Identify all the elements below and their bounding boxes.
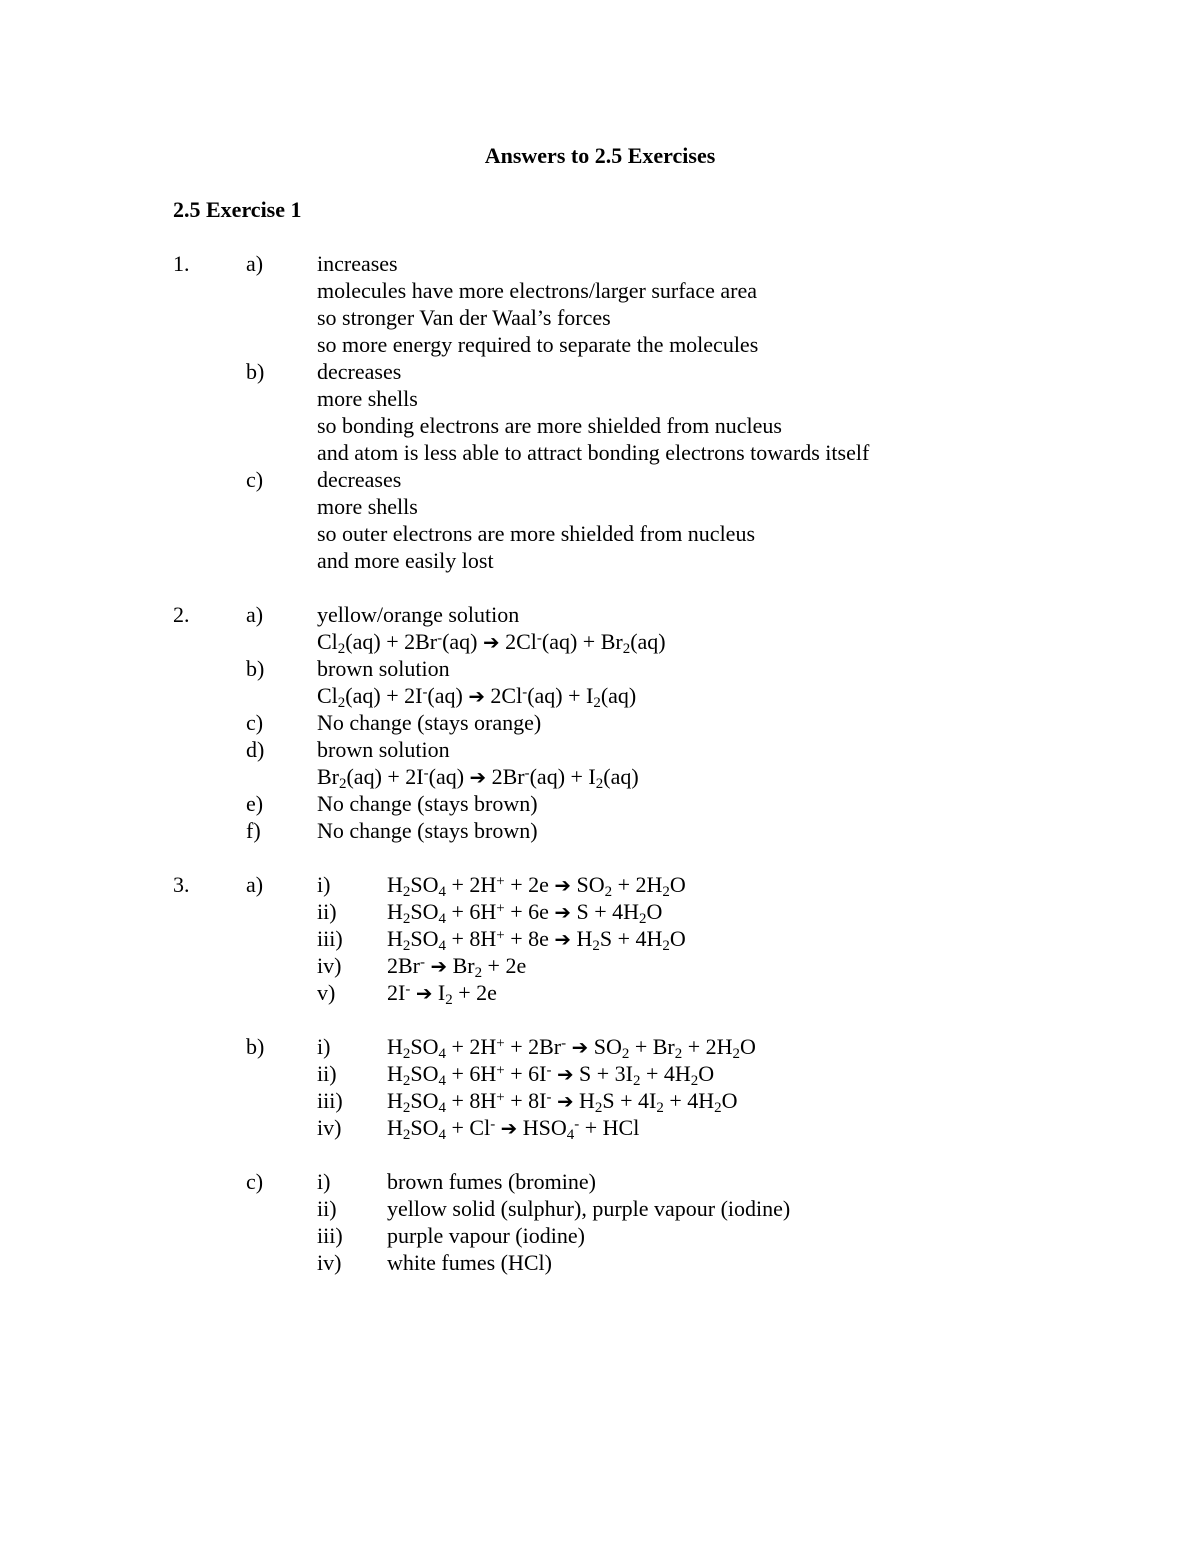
subpart-numeral: ii) (317, 1196, 337, 1221)
equation-text: SO (410, 1115, 439, 1140)
subscript: 2 (402, 911, 411, 928)
answer-line (0, 655, 1200, 682)
chemical-equation (317, 763, 639, 791)
superscript: - (524, 765, 530, 782)
answer-line (0, 979, 1200, 1009)
answer-line (0, 601, 1200, 628)
chemical-equation (387, 952, 526, 980)
equation-text: (aq) (442, 629, 484, 654)
equation-text: + 2H (682, 1034, 733, 1059)
equation-text: SO (410, 899, 439, 924)
question-number: 3. (173, 872, 190, 897)
subscript: 2 (690, 1073, 699, 1090)
answer-text: so bonding electrons are more shielded from nucleus (317, 413, 782, 438)
equation-text: + 8e (504, 926, 555, 951)
answer-text: so more energy required to separate the molecules (317, 332, 759, 357)
answer-line (0, 1033, 1200, 1063)
part-letter: c) (246, 467, 264, 492)
superscript: + (496, 927, 505, 944)
subpart-numeral: iii) (317, 1088, 343, 1113)
answer-line (0, 412, 1200, 439)
answer-line (0, 250, 1200, 277)
equation-text: S + 4H (599, 926, 663, 951)
chemical-equation (387, 1033, 756, 1061)
equation-text: 2Cl (499, 629, 537, 654)
answer-line (0, 682, 1200, 712)
answer-text: yellow/orange solution (317, 602, 520, 627)
answer-text: decreases (317, 467, 402, 492)
equation-text: + 4H (663, 1088, 715, 1113)
subpart-numeral: ii) (317, 899, 337, 924)
answer-line (0, 358, 1200, 385)
answer-line (0, 1222, 1200, 1249)
subscript: 2 (604, 884, 613, 901)
answer-line (0, 925, 1200, 955)
subpart-numeral: i) (317, 872, 331, 897)
subscript: 2 (402, 938, 411, 955)
part-letter: b) (246, 359, 265, 384)
chemical-equation (387, 1087, 738, 1115)
equation-text: + HCl (579, 1115, 640, 1140)
equation-text: H (387, 899, 403, 924)
equation-text: + 6H (445, 1061, 497, 1086)
answer-text: No change (stays brown) (317, 818, 538, 843)
arrow-icon: ➔ (556, 1063, 574, 1086)
answer-line (0, 331, 1200, 358)
answer-line (0, 628, 1200, 658)
subpart-numeral: iv) (317, 1115, 342, 1140)
superscript: - (536, 630, 542, 647)
superscript: + (496, 1062, 505, 1079)
equation-text: + Cl (445, 1115, 491, 1140)
part-letter: f) (246, 818, 261, 843)
subpart-numeral: v) (317, 980, 336, 1005)
subscript: 2 (621, 1046, 630, 1063)
page-title: Answers to 2.5 Exercises (484, 143, 716, 168)
subpart-numeral: i) (317, 1169, 331, 1194)
arrow-icon: ➔ (415, 982, 433, 1005)
equation-text: + 8H (445, 926, 497, 951)
equation-text: (aq) (603, 764, 639, 789)
subscript: 2 (337, 641, 346, 658)
equation-text: SO (410, 926, 439, 951)
superscript: + (496, 873, 505, 890)
arrow-icon: ➔ (469, 766, 487, 789)
answer-line (0, 952, 1200, 982)
superscript: - (420, 954, 425, 971)
equation-text: H (573, 1088, 595, 1113)
answer-line (0, 277, 1200, 304)
answer-text: No change (stays brown) (317, 791, 538, 816)
subscript: 2 (339, 776, 347, 793)
answer-line (0, 871, 1200, 901)
superscript: - (546, 1089, 552, 1106)
superscript: + (496, 900, 505, 917)
subscript: 4 (438, 1046, 446, 1063)
subscript: 2 (595, 776, 604, 793)
answer-line (0, 1087, 1200, 1117)
arrow-icon: ➔ (483, 631, 500, 654)
answer-text: molecules have more electrons/larger surface area (317, 278, 757, 303)
answer-line (0, 439, 1200, 466)
equation-text: S + 4I (602, 1088, 657, 1113)
subpart-numeral: ii) (317, 1061, 337, 1086)
subscript: 2 (732, 1046, 740, 1063)
subscript: 2 (639, 911, 647, 928)
superscript: + (496, 1035, 505, 1052)
equation-text: 2Br (486, 764, 525, 789)
part-letter: d) (246, 737, 265, 762)
answer-line (0, 790, 1200, 817)
equation-text: Br (317, 764, 339, 789)
equation-text: S + 3I (573, 1061, 633, 1086)
subpart-numeral: iii) (317, 926, 343, 951)
chemical-equation (317, 628, 666, 656)
equation-text: SO (570, 872, 605, 897)
subscript: 2 (337, 695, 346, 712)
equation-text: H (387, 1034, 403, 1059)
subscript: 2 (622, 641, 631, 658)
equation-text: + 6e (504, 899, 555, 924)
equation-text: Cl (317, 683, 338, 708)
equation-text: O (740, 1034, 756, 1059)
equation-text: (aq) (427, 683, 469, 708)
superscript: - (561, 1035, 567, 1052)
subscript: 2 (662, 938, 670, 955)
arrow-icon: ➔ (430, 955, 448, 978)
superscript: - (423, 765, 429, 782)
arrow-icon: ➔ (554, 874, 571, 897)
subscript: 2 (632, 1073, 641, 1090)
answer-text: brown solution (317, 737, 450, 762)
question-number: 2. (173, 602, 190, 627)
equation-text: SO (410, 872, 439, 897)
answer-text: so stronger Van der Waal’s forces (317, 305, 611, 330)
equation-text: (aq) + I (529, 764, 596, 789)
equation-text: O (721, 1088, 738, 1113)
section-heading: 2.5 Exercise 1 (173, 197, 302, 222)
equation-text: + 2Br (504, 1034, 562, 1059)
equation-text: O (669, 926, 686, 951)
answer-line (0, 1249, 1200, 1276)
answer-line (0, 520, 1200, 547)
answer-line (0, 547, 1200, 574)
subscript: 2 (593, 695, 601, 712)
answer-line (0, 817, 1200, 844)
chemical-equation (387, 979, 497, 1007)
equation-text: (aq) + 2Br (345, 629, 438, 654)
subscript: 2 (402, 1127, 411, 1144)
subpart-numeral: iv) (317, 953, 342, 978)
question-number: 1. (173, 251, 190, 276)
equation-text: + Br (629, 1034, 675, 1059)
blank-line (0, 1141, 1200, 1168)
answer-text: increases (317, 251, 398, 276)
part-letter: c) (246, 1169, 264, 1194)
superscript: - (490, 1116, 496, 1133)
equation-text: (aq) + 2I (346, 764, 424, 789)
subscript: 2 (594, 1100, 603, 1117)
answer-line (0, 1168, 1200, 1195)
answer-line (0, 304, 1200, 331)
subscript: 2 (674, 1046, 683, 1063)
subscript: 4 (438, 1073, 446, 1090)
answer-text: and more easily lost (317, 548, 494, 573)
answer-text: and atom is less able to attract bonding electrons towards itself (317, 440, 870, 465)
arrow-icon: ➔ (571, 1036, 589, 1059)
equation-text: H (387, 1115, 403, 1140)
equation-text: + 2H (445, 1034, 497, 1059)
equation-text: + 6H (445, 899, 497, 924)
superscript: - (574, 1116, 580, 1133)
superscript: - (522, 684, 528, 701)
subpart-numeral: iv) (317, 1250, 342, 1275)
subscript: 4 (438, 911, 446, 928)
equation-text: SO (410, 1088, 439, 1113)
blank-line (0, 1006, 1200, 1033)
equation-text: O (669, 872, 686, 897)
blank-line (0, 574, 1200, 601)
equation-text: (aq) + 2I (345, 683, 423, 708)
part-letter: a) (246, 872, 264, 897)
subscript: 2 (402, 1046, 411, 1063)
equation-text: + 2H (445, 872, 497, 897)
blank-line (0, 844, 1200, 871)
arrow-icon: ➔ (500, 1117, 518, 1140)
subscript: 2 (714, 1100, 722, 1117)
equation-text: Cl (317, 629, 338, 654)
equation-text: + 2H (612, 872, 663, 897)
part-letter: c) (246, 710, 264, 735)
subscript: 2 (402, 1100, 411, 1117)
subpart-numeral: iii) (317, 1223, 343, 1248)
subscript: 4 (438, 1100, 446, 1117)
equation-text: S + 4H (570, 899, 639, 924)
subscript: 2 (592, 938, 600, 955)
answer-text: brown fumes (bromine) (387, 1169, 596, 1194)
equation-text: SO (410, 1034, 439, 1059)
equation-text: (aq) + I (527, 683, 594, 708)
answer-line (0, 466, 1200, 493)
part-letter: a) (246, 251, 264, 276)
answer-text: No change (stays orange) (317, 710, 542, 735)
answers-list (0, 250, 1200, 1276)
answer-text: decreases (317, 359, 402, 384)
chemical-equation (387, 871, 686, 899)
equation-text: HSO (517, 1115, 567, 1140)
answer-line (0, 898, 1200, 928)
subscript: 2 (402, 1073, 411, 1090)
chemical-equation (387, 1114, 639, 1142)
arrow-icon: ➔ (556, 1090, 574, 1113)
arrow-icon: ➔ (468, 685, 485, 708)
equation-text: (aq) + Br (541, 629, 623, 654)
subscript: 2 (662, 884, 670, 901)
answer-line (0, 736, 1200, 763)
answer-text: brown solution (317, 656, 450, 681)
superscript: - (422, 684, 428, 701)
answer-line (0, 1195, 1200, 1222)
equation-text: + 8I (504, 1088, 547, 1113)
equation-text: O (698, 1061, 715, 1086)
part-letter: b) (246, 1034, 265, 1059)
equation-text: H (387, 1061, 403, 1086)
arrow-icon: ➔ (554, 928, 571, 951)
subscript: 4 (566, 1127, 575, 1144)
superscript: - (546, 1062, 552, 1079)
superscript: + (496, 1089, 505, 1106)
superscript: - (437, 630, 443, 647)
superscript: - (405, 981, 411, 998)
equation-text: H (387, 1088, 403, 1113)
subscript: 4 (438, 938, 446, 955)
answer-text: purple vapour (iodine) (387, 1223, 585, 1248)
part-letter: a) (246, 602, 264, 627)
chemical-equation (317, 682, 636, 710)
equation-text: Br (447, 953, 475, 978)
subscript: 2 (445, 992, 453, 1009)
equation-text: + 6I (504, 1061, 547, 1086)
subscript: 4 (438, 1127, 446, 1144)
equation-text: SO (588, 1034, 622, 1059)
subscript: 4 (438, 884, 446, 901)
answer-line (0, 1114, 1200, 1144)
answer-text: so outer electrons are more shielded from nucleus (317, 521, 756, 546)
chemical-equation (387, 1060, 714, 1088)
subscript: 2 (656, 1100, 664, 1117)
answer-text: yellow solid (sulphur), purple vapour (iodine) (387, 1196, 791, 1221)
equation-text: 2Br (387, 953, 420, 978)
subscript: 2 (402, 884, 411, 901)
equation-text: (aq) (428, 764, 470, 789)
answer-text: more shells (317, 494, 418, 519)
arrow-icon: ➔ (554, 901, 571, 924)
equation-text: (aq) (600, 683, 637, 708)
equation-text: SO (410, 1061, 439, 1086)
answer-line (0, 385, 1200, 412)
answer-text: white fumes (HCl) (387, 1250, 552, 1275)
chemical-equation (387, 898, 662, 926)
equation-text: + 2e (504, 872, 555, 897)
equation-text: (aq) (630, 629, 666, 654)
answer-line (0, 709, 1200, 736)
chemical-equation (387, 925, 686, 953)
answer-line (0, 763, 1200, 793)
subscript: 2 (474, 965, 483, 982)
equation-text: 2I (387, 980, 406, 1005)
equation-text: 2Cl (484, 683, 523, 708)
answer-line (0, 1060, 1200, 1090)
subpart-numeral: i) (317, 1034, 331, 1059)
equation-text: H (387, 926, 403, 951)
equation-text: O (646, 899, 663, 924)
answer-line (0, 493, 1200, 520)
equation-text: + 2e (482, 953, 527, 978)
part-letter: e) (246, 791, 264, 816)
equation-text: + 4H (640, 1061, 691, 1086)
equation-text: H (387, 872, 403, 897)
answer-text: more shells (317, 386, 418, 411)
equation-text: + 2e (452, 980, 497, 1005)
equation-text: + 8H (445, 1088, 497, 1113)
equation-text: I (432, 980, 446, 1005)
equation-text: H (570, 926, 593, 951)
part-letter: b) (246, 656, 265, 681)
